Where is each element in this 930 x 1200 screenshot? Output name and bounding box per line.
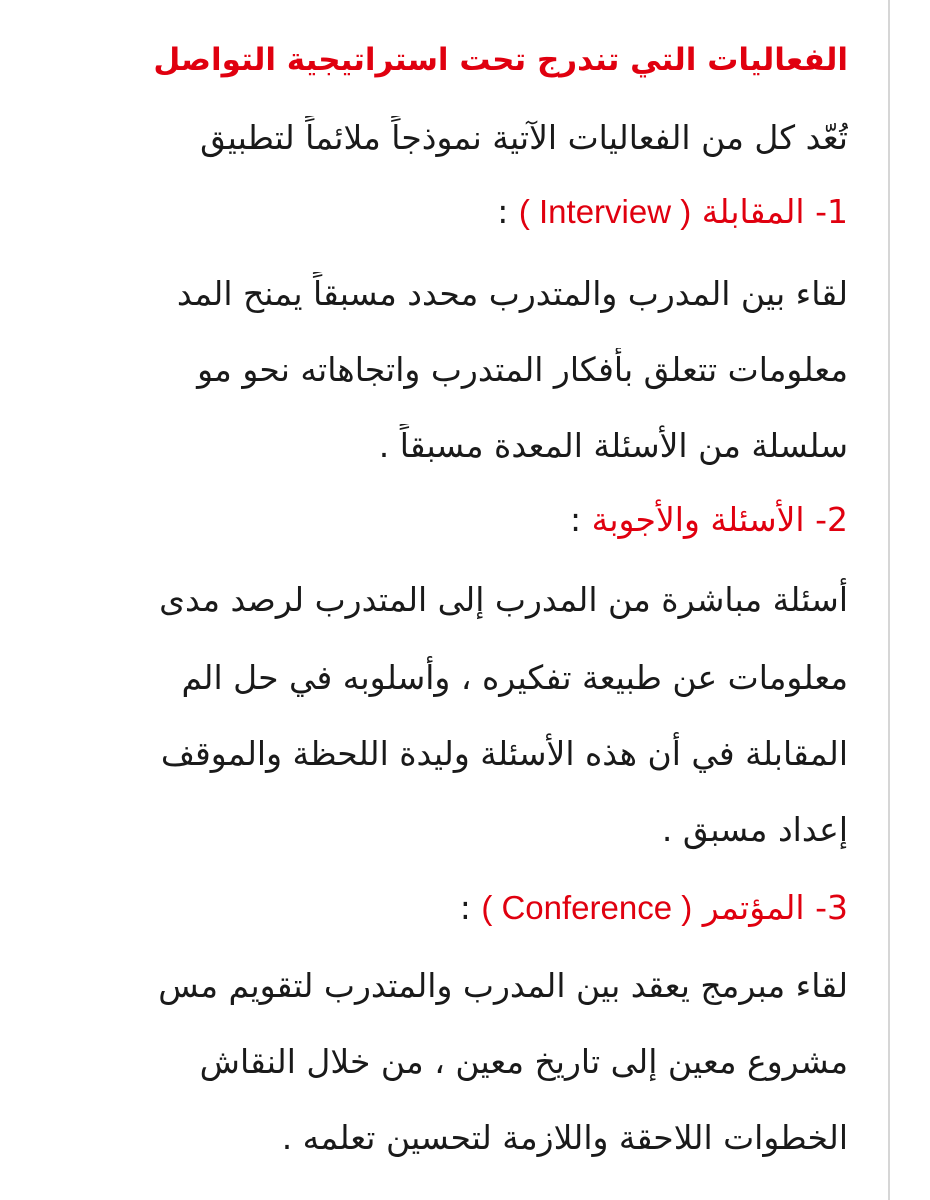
paragraph-line: إعداد مسبق .: [661, 810, 848, 849]
section-name: الأسئلة والأجوبة: [591, 500, 805, 539]
section-colon: :: [570, 500, 582, 539]
vertical-divider: [888, 0, 890, 1200]
section-heading-conference: [8, 886, 848, 934]
article-title: الفعاليات التي تندرج تحت استراتيجية التواصل: [153, 42, 848, 78]
paragraph-line: لقاء مبرمج يعقد بين المدرب والمتدرب لتقويم مس: [158, 966, 848, 1005]
paragraph-line: لقاء بين المدرب والمتدرب محدد مسبقاً يمنح المد: [176, 274, 848, 313]
section-colon: :: [459, 888, 471, 927]
paragraph-line: الخطوات اللاحقة واللازمة لتحسين تعلمه .: [281, 1118, 848, 1157]
paragraph-line: مشروع معين إلى تاريخ معين ، من خلال النقاش: [199, 1042, 848, 1081]
section-number: 1-: [815, 192, 848, 231]
section-heading-qa: [8, 498, 848, 546]
paragraph-line: سلسلة من الأسئلة المعدة مسبقاً .: [378, 426, 848, 465]
section-english-name: ( Interview ): [518, 193, 692, 230]
intro-line: تُعّد كل من الفعاليات الآتية نموذجاً ملائماً لتطبيق: [200, 118, 848, 157]
section-number: 3-: [815, 888, 848, 927]
paragraph-line: معلومات تتعلق بأفكار المتدرب واتجاهاته نحو مو: [197, 350, 848, 389]
section-number: 2-: [815, 500, 848, 539]
paragraph-line: معلومات عن طبيعة تفكيره ، وأسلوبه في حل الم: [181, 658, 848, 697]
paragraph-line: المقابلة في أن هذه الأسئلة وليدة اللحظة والموقف: [160, 734, 848, 773]
section-english-name: ( Conference ): [481, 889, 693, 926]
section-heading-interview: [8, 190, 848, 238]
section-colon: :: [497, 192, 509, 231]
section-name: المؤتمر: [702, 888, 805, 927]
section-name: المقابلة: [701, 192, 805, 231]
paragraph-line: أسئلة مباشرة من المدرب إلى المتدرب لرصد مدى: [159, 580, 848, 619]
